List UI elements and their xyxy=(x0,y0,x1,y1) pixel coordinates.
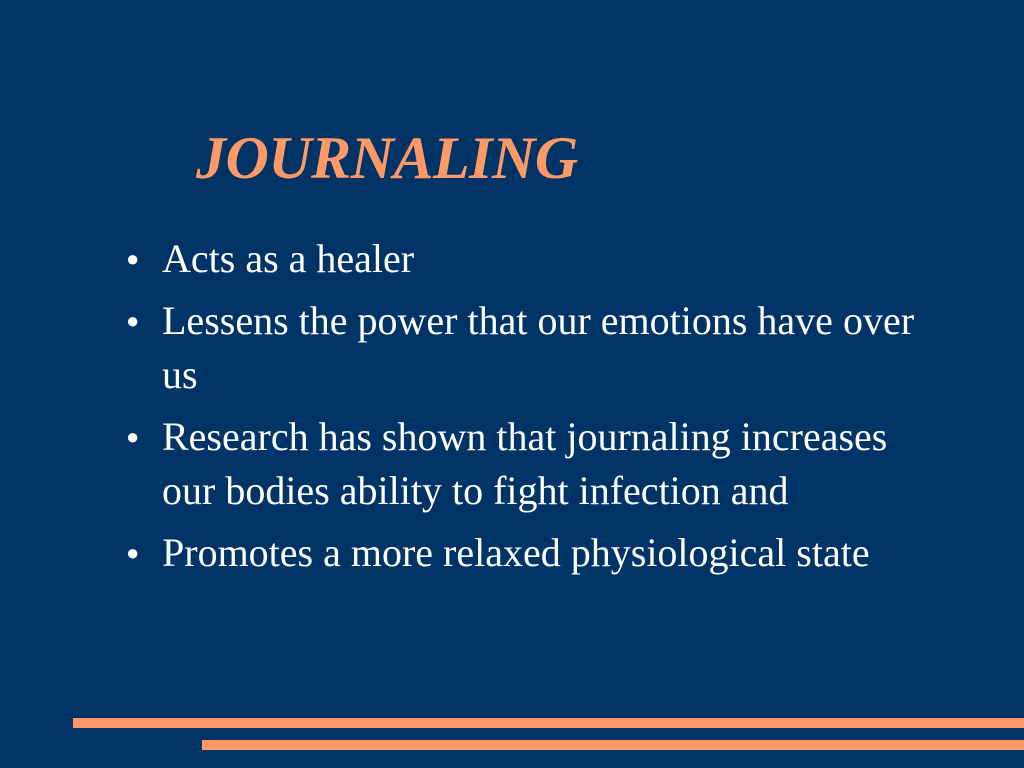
bullet-icon: ● xyxy=(126,540,140,565)
accent-rule-top xyxy=(73,718,1024,728)
bullet-text: Acts as a healer xyxy=(162,236,415,281)
bullet-text: Lessens the power that our emotions have over us xyxy=(162,298,915,397)
bullet-text: Research has shown that journaling increases our bodies ability to fight infection and xyxy=(162,414,888,513)
accent-rule-bottom xyxy=(202,740,1024,750)
bullet-item xyxy=(120,410,940,518)
bullet-icon: ● xyxy=(126,246,140,271)
bullet-list xyxy=(120,232,940,588)
bullet-item xyxy=(120,232,940,286)
slide-title: JOURNALING xyxy=(196,125,578,191)
bullet-item xyxy=(120,294,940,402)
bullet-icon: ● xyxy=(126,424,140,449)
bullet-icon: ● xyxy=(126,308,140,333)
bullet-item xyxy=(120,526,940,580)
bullet-text: Promotes a more relaxed physiological state xyxy=(162,530,870,575)
